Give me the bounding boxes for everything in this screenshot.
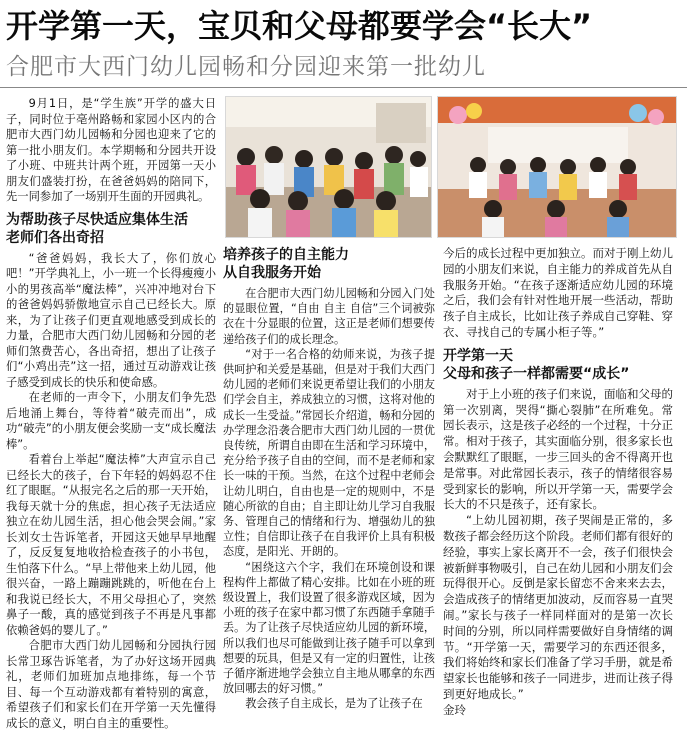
section-heading-2: 培养孩子的自主能力 从自我服务开始 bbox=[223, 247, 349, 281]
paragraph: 今后的成长过程中更加独立。而对于刚上幼儿园的小朋友们来说，自主能力的养成首先从自我服务开始。“在孩子逐渐适应幼儿园的环境之后，我们会有针对性地开展一些活动，帮助孩子自主成长，比如让孩子养成自己穿鞋、穿衣、寻找自己的专属小柜子等。” bbox=[443, 246, 673, 339]
headline: 开学第一天，宝贝和父母都要学会“长大” bbox=[6, 7, 593, 45]
paragraph: 看着台上举起“魔法棒”大声宣示自己已经长大的孩子，台下年轻的妈妈忍不住红了眼眶。“从报完名之后的那一天开始，我每天就十分的焦虑，担心孩子无法适应独立在幼儿园生活，担心他会哭会闹。”家长刘女士告诉笔者，开园这天她早早地醒了，反反复复地收拾检查孩子的小书包，生怕落下什么。“早上带他来上幼儿园，他很兴奋，一路上蹦蹦跳跳的，听他在台上和我说已经长大，不用父母担心了，突然鼻子一酸，真的感觉到孩子不再是凡事都依赖爸妈的婴儿了。” bbox=[6, 453, 216, 637]
subheadline: 合肥市大西门幼儿园畅和分园迎来第一批幼儿 bbox=[6, 54, 486, 80]
header-divider bbox=[0, 87, 687, 88]
column-2 bbox=[223, 246, 435, 712]
author-signature: 金玲 bbox=[443, 702, 466, 717]
column-1 bbox=[6, 96, 216, 731]
paragraph: 教会孩子自主成长，是为了让孩子在 bbox=[245, 697, 423, 711]
lead-paragraph: 9月1日，是“学生族”开学的盛大日子，同时位于亳州路畅和家园小区内的合肥市大西门幼儿园畅和分园也迎来了它的第一批小朋友们。本学期畅和分园共开设了小班、中班共计两个班，开园第一天小朋友们盛装打扮，在爸爸妈妈的陪同下，先一同参加了一场别开生面的开园典礼。 bbox=[6, 97, 216, 203]
photo-stage-ceremony bbox=[437, 96, 677, 238]
paragraph: “对于一名合格的幼师来说，为孩子提供呵护和关爱是基础，但是对于我们大西门幼儿园的老师们来说更希望让我们的小朋友们学会自主，养成独立的习惯，这将对他的成长一生受益。”常园长介绍道，畅和分园的办学理念沿袭合肥市大西门幼儿园的一贯优良传统，所谓自由即在生活和学习环境中，充分给予孩子自由的空间，而不是老师和家长一味的干预。当然，在这个过程中老师会让幼儿明白，自由也是一定的规则中，不是随心所欲的自由；自主即让幼儿学习自我服务、管理自己的情绪和行为、增强幼儿的独立性；自信即让孩子在自我评价上具有积极态度，是阳光、开朗的。 bbox=[223, 347, 435, 559]
paragraph: 合肥市大西门幼儿园畅和分园执行园长常卫琢告诉笔者，为了办好这场开园典礼，老师们加班加点地排练，每一个节目、每一个互动游戏都有着特别的寓意，希望孩子们和家长们在开学第一天先懂得成长的意义，明白自主的重要性。 bbox=[6, 639, 216, 730]
section-heading-1: 为帮助孩子尽快适应集体生活 老师们各出奇招 bbox=[6, 211, 188, 246]
paragraph: 对于上小班的孩子们来说，面临和父母的第一次别离，哭得“撕心裂肺”在所难免。常园长表示，这是孩子必经的一个过程，十分正常。相对于孩子，其实面临分别，很多家长也会默默红了眼眶，一步三回头的舍不得离开也是常事。对此常园长表示，孩子的情绪很容易受到家长的影响，所以开学第一天，需要学会长大的不只是孩子，还有家长。 bbox=[443, 386, 673, 512]
paragraph: “上幼儿园初期，孩子哭闹是正常的，多数孩子都会经历这个阶段。老师们都有很好的经验，事实上家长离开不一会，孩子们很快会被新鲜事物吸引，自己在幼儿园和小朋友们会玩得很开心。反倒是家长留恋不舍来来去去，会造成孩子的情绪更加波动，反而容易一直哭闹。”家长与孩子一样同样面对的是第一次长时间的分别，所以同样需要做好自身情绪的调节。“开学第一天，需要学习的东西还很多，我们将始终和家长们准备了学习手册，就是希望家长也能够和孩子一同进步，进而让孩子得到更好地成长。” bbox=[443, 513, 673, 701]
paragraph: 在老师的一声令下，小朋友们争先恐后地涌上舞台，等待着“破壳而出”，成功“破壳”的小朋友便会奖励一支“成长魔法棒”。 bbox=[6, 391, 216, 451]
section-heading-3: 开学第一天 父母和孩子一样都需要“成长” bbox=[443, 347, 630, 382]
column-3 bbox=[443, 246, 673, 719]
paragraph: “爸爸妈妈，我长大了，你们放心吧！”开学典礼上，小一班一个长得瘦瘦小小的男孩高举“魔法棒”，兴冲冲地对台下的爸爸妈妈骄傲地宣示自己已经长大。原来，为了让孩子们更直观地感受到成长的力量，合肥市大西门幼儿园畅和分园的老师们煞费苦心，各出奇招，想出了让孩子们“小鸡出壳”这一招，通过互动游戏让孩子感受到成长的快乐和使命感。 bbox=[6, 251, 216, 389]
photo-children-in-hall bbox=[225, 96, 432, 238]
paragraph: “困绕这六个字，我们在环境创设和课程构件上都做了精心安排。比如在小班的班级设置上，我们设置了很多游戏区域，因为小班的孩子在家中都习惯了东西随手拿随手丢。为了让孩子尽快适应幼儿园的新环境，所以我们也尽可能做到让孩子随手可以拿到想要的玩具，但是又有一定的归置性，让孩子循序渐进地学会独立自主地从哪拿的东西放回哪去的好习惯。” bbox=[223, 560, 435, 696]
paragraph: 在合肥市大西门幼儿园畅和分园入门处的显眼位置，“自由 自主 自信”三个词被弥衣在十分显眼的位置，这正是老师们想要传递给孩子们的成长理念。 bbox=[223, 287, 435, 346]
